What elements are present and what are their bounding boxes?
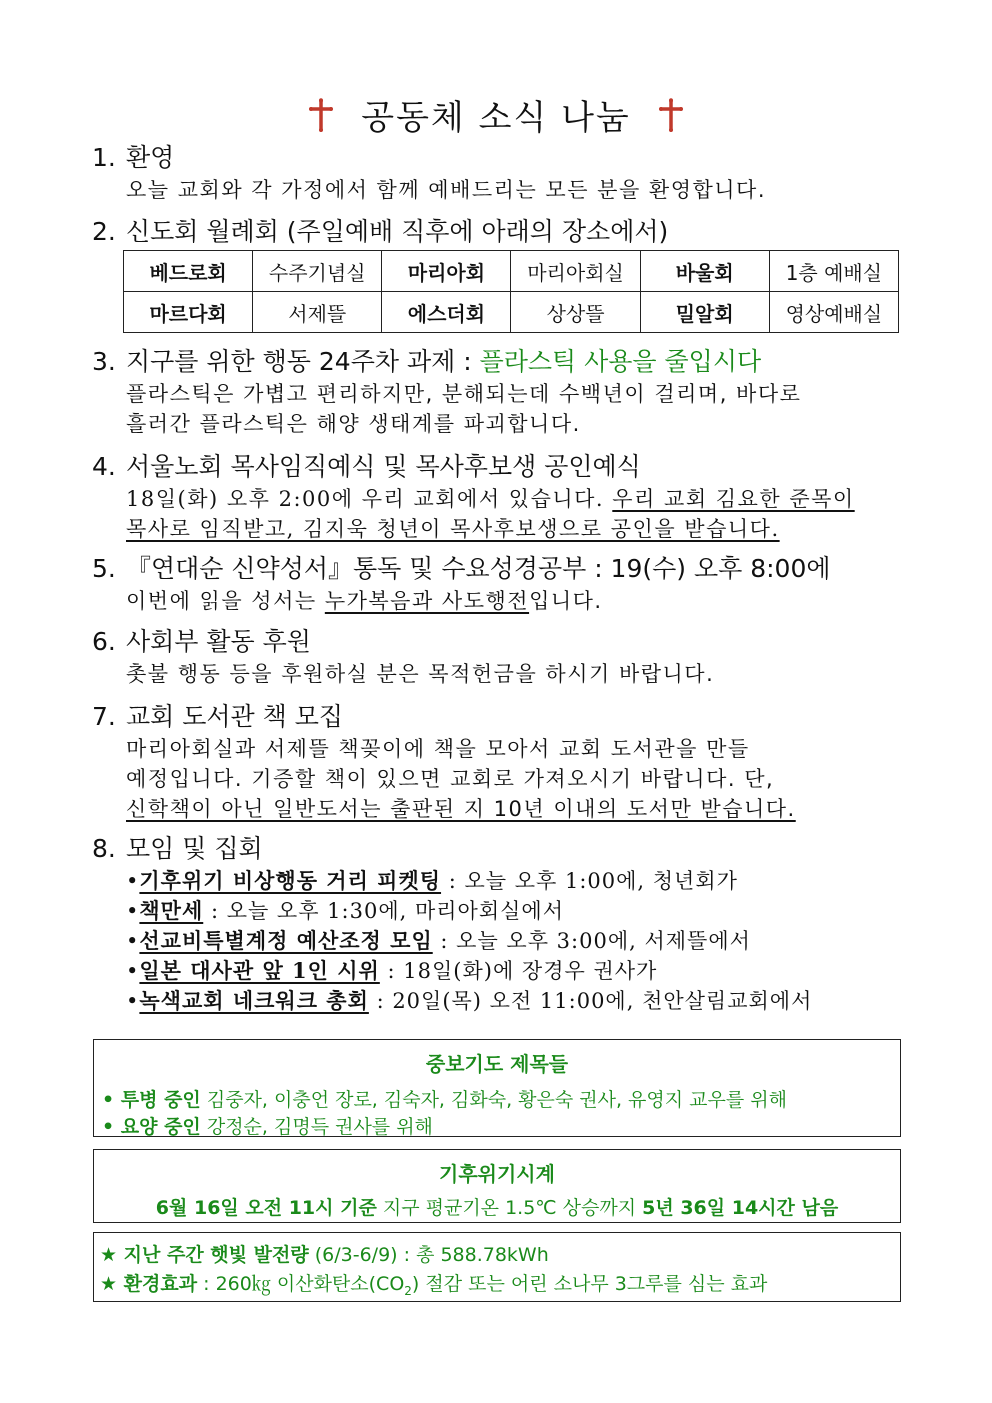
- group-name: 마리아회: [382, 251, 511, 292]
- weekly-task: 플라스틱 사용을 줄입시다: [479, 347, 762, 376]
- underlined-text: 누가복음과 사도행전: [324, 589, 530, 613]
- group-name: 마르다회: [124, 292, 253, 333]
- section-heading: [92, 552, 912, 586]
- section-earth-action: [92, 345, 912, 439]
- page-title: [0, 90, 992, 141]
- event-name: 책만세: [139, 898, 204, 923]
- table-row: [124, 292, 899, 333]
- heading-text: 신도회 월례회 (주일예배 직후에 아래의 장소에서): [126, 217, 669, 246]
- section-number: 8.: [92, 834, 116, 863]
- climate-line: [94, 1193, 900, 1220]
- cross-icon: [308, 98, 334, 141]
- section-heading: [92, 832, 912, 866]
- prayer-label: • 투병 중인: [102, 1089, 201, 1111]
- prayer-box: [93, 1039, 901, 1137]
- section-social: [92, 625, 912, 689]
- box-title: 기후위기시계: [439, 1162, 555, 1186]
- text-span: 이번에 읽을 성서는: [126, 589, 317, 613]
- climate-date: 6월 16일 오전 11시 기준: [155, 1197, 377, 1219]
- section-heading: [92, 141, 912, 175]
- climate-remaining: 5년 36일 14시간 남음: [642, 1197, 839, 1219]
- heading-text: 환영: [126, 143, 175, 172]
- heading-text: 『연대순 신약성서』통독 및 수요성경공부 : 19(수) 오후 8:00에: [126, 554, 831, 583]
- climate-text: 지구 평균기온 1.5℃ 상승까지: [382, 1197, 637, 1219]
- paragraph-line: 흘러간 플라스틱은 해양 생태계를 파괴합니다.: [126, 412, 581, 436]
- heading-text: 모임 및 집회: [126, 834, 263, 863]
- prayer-label: • 요양 중인: [102, 1116, 201, 1138]
- group-place: 마리아회실: [511, 251, 640, 292]
- section-number: 3.: [92, 347, 116, 376]
- list-item: •일본 대사관 앞 1인 시위 : 18일(화)에 장경우 권사가: [126, 958, 658, 983]
- paragraph-line: [126, 484, 912, 514]
- solar-text: : 260㎏ 이산화탄소(CO: [203, 1273, 405, 1295]
- section-heading: [92, 345, 912, 379]
- group-place: 1층 예배실: [769, 251, 898, 292]
- group-place: 서제뜰: [253, 292, 382, 333]
- paragraph-line: 예정입니다. 기증할 책이 있으면 교회로 가져오시기 바랍니다. 단,: [126, 767, 775, 791]
- title-text: 공동체 소식 나눔: [361, 98, 631, 138]
- section-heading: [92, 700, 912, 734]
- section-ordination: [92, 450, 912, 544]
- group-place: 영상예배실: [769, 292, 898, 333]
- list-item: •기후위기 비상행동 거리 피켓팅 : 오늘 오후 1:00에, 청년회가: [126, 868, 738, 893]
- solar-line: [100, 1269, 900, 1298]
- subscript: 2: [404, 1283, 412, 1298]
- section-number: 1.: [92, 143, 116, 172]
- text-span: 입니다.: [529, 589, 603, 613]
- event-detail: : 오늘 오후 3:00에, 서제뜰에서: [440, 929, 751, 953]
- section-bible-reading: [92, 552, 912, 616]
- heading-text: 서울노회 목사임직예식 및 목사후보생 공인예식: [126, 452, 641, 481]
- section-welcome: [92, 141, 912, 205]
- event-name: 일본 대사관 앞 1인 시위: [139, 958, 380, 983]
- section-number: 2.: [92, 217, 116, 246]
- prayer-text: 김중자, 이충언 장로, 김숙자, 김화숙, 황은숙 권사, 유영지 교우를 위해: [206, 1089, 787, 1111]
- section-number: 7.: [92, 702, 116, 731]
- section-heading: [92, 450, 912, 484]
- section-gatherings: [92, 832, 912, 1016]
- solar-text: (6/3-6/9) : 총 588.78kWh: [314, 1244, 549, 1266]
- underlined-text: 우리 교회 김요한 준목이: [612, 487, 855, 511]
- group-name: 에스더회: [382, 292, 511, 333]
- prayer-line: [102, 1085, 900, 1112]
- heading-text: 지구를 위한 행동 24주차 과제 :: [126, 347, 472, 376]
- cross-icon: [658, 98, 684, 141]
- heading-text: 사회부 활동 후원: [126, 627, 311, 656]
- table-row: [124, 251, 899, 292]
- underlined-line: 목사로 임직받고, 김지욱 청년이 목사후보생으로 공인을 받습니다.: [126, 517, 780, 541]
- section-library: [92, 700, 912, 824]
- event-detail: : 오늘 오후 1:30에, 마리아회실에서: [210, 899, 564, 923]
- solar-line: [100, 1240, 900, 1267]
- society-table: [123, 250, 899, 333]
- list-item: •녹색교회 네크워크 총회 : 20일(목) 오전 11:00에, 천안살림교회에서: [126, 988, 813, 1013]
- event-name: 기후위기 비상행동 거리 피켓팅: [139, 868, 442, 893]
- paragraph: 오늘 교회와 각 가정에서 함께 예배드리는 모든 분을 환영합니다.: [126, 178, 767, 202]
- solar-label: ★ 지난 주간 햇빛 발전량: [100, 1244, 309, 1266]
- section-number: 6.: [92, 627, 116, 656]
- section-meetings: [92, 215, 912, 249]
- event-detail: : 18일(화)에 장경우 권사가: [387, 959, 658, 983]
- list-item: •책만세 : 오늘 오후 1:30에, 마리아회실에서: [126, 898, 564, 923]
- heading-text: 교회 도서관 책 모집: [126, 702, 344, 731]
- prayer-text: 강정순, 김명득 권사를 위해: [206, 1116, 433, 1138]
- solar-label: ★ 환경효과: [100, 1273, 198, 1295]
- event-detail: : 오늘 오후 1:00에, 청년회가: [448, 869, 738, 893]
- group-name: 베드로회: [124, 251, 253, 292]
- event-detail: : 20일(목) 오전 11:00에, 천안살림교회에서: [376, 989, 813, 1013]
- event-name: 녹색교회 네크워크 총회: [139, 988, 369, 1013]
- paragraph-line: 촛불 행동 등을 후원하실 분은 목적헌금을 하시기 바랍니다.: [126, 662, 715, 686]
- section-number: 4.: [92, 452, 116, 481]
- text-span: 18일(화) 오후 2:00에 우리 교회에서 있습니다.: [126, 487, 605, 511]
- solar-box: [93, 1232, 901, 1302]
- paragraph-line: 플라스틱은 가볍고 편리하지만, 분해되는데 수백년이 걸리며, 바다로: [126, 382, 802, 406]
- section-heading: [92, 215, 912, 249]
- section-heading: [92, 625, 912, 659]
- prayer-line: [102, 1112, 900, 1139]
- group-place: 상상뜰: [511, 292, 640, 333]
- underlined-line: 신학책이 아닌 일반도서는 출판된 지 10년 이내의 도서만 받습니다.: [126, 797, 796, 821]
- box-title: 중보기도 제목들: [425, 1052, 569, 1076]
- group-place: 수주기념실: [253, 251, 382, 292]
- event-name: 선교비특별계정 예산조정 모임: [139, 928, 433, 953]
- section-number: 5.: [92, 554, 116, 583]
- group-name: 바울회: [640, 251, 769, 292]
- list-item: •선교비특별계정 예산조정 모임 : 오늘 오후 3:00에, 서제뜰에서: [126, 928, 751, 953]
- climate-clock-box: [93, 1149, 901, 1223]
- paragraph-line: 마리아회실과 서제뜰 책꽂이에 책을 모아서 교회 도서관을 만들: [126, 737, 750, 761]
- group-name: 밀알회: [640, 292, 769, 333]
- paragraph-line: [126, 586, 912, 616]
- solar-text: ) 절감 또는 어린 소나무 3그루를 심는 효과: [411, 1273, 768, 1295]
